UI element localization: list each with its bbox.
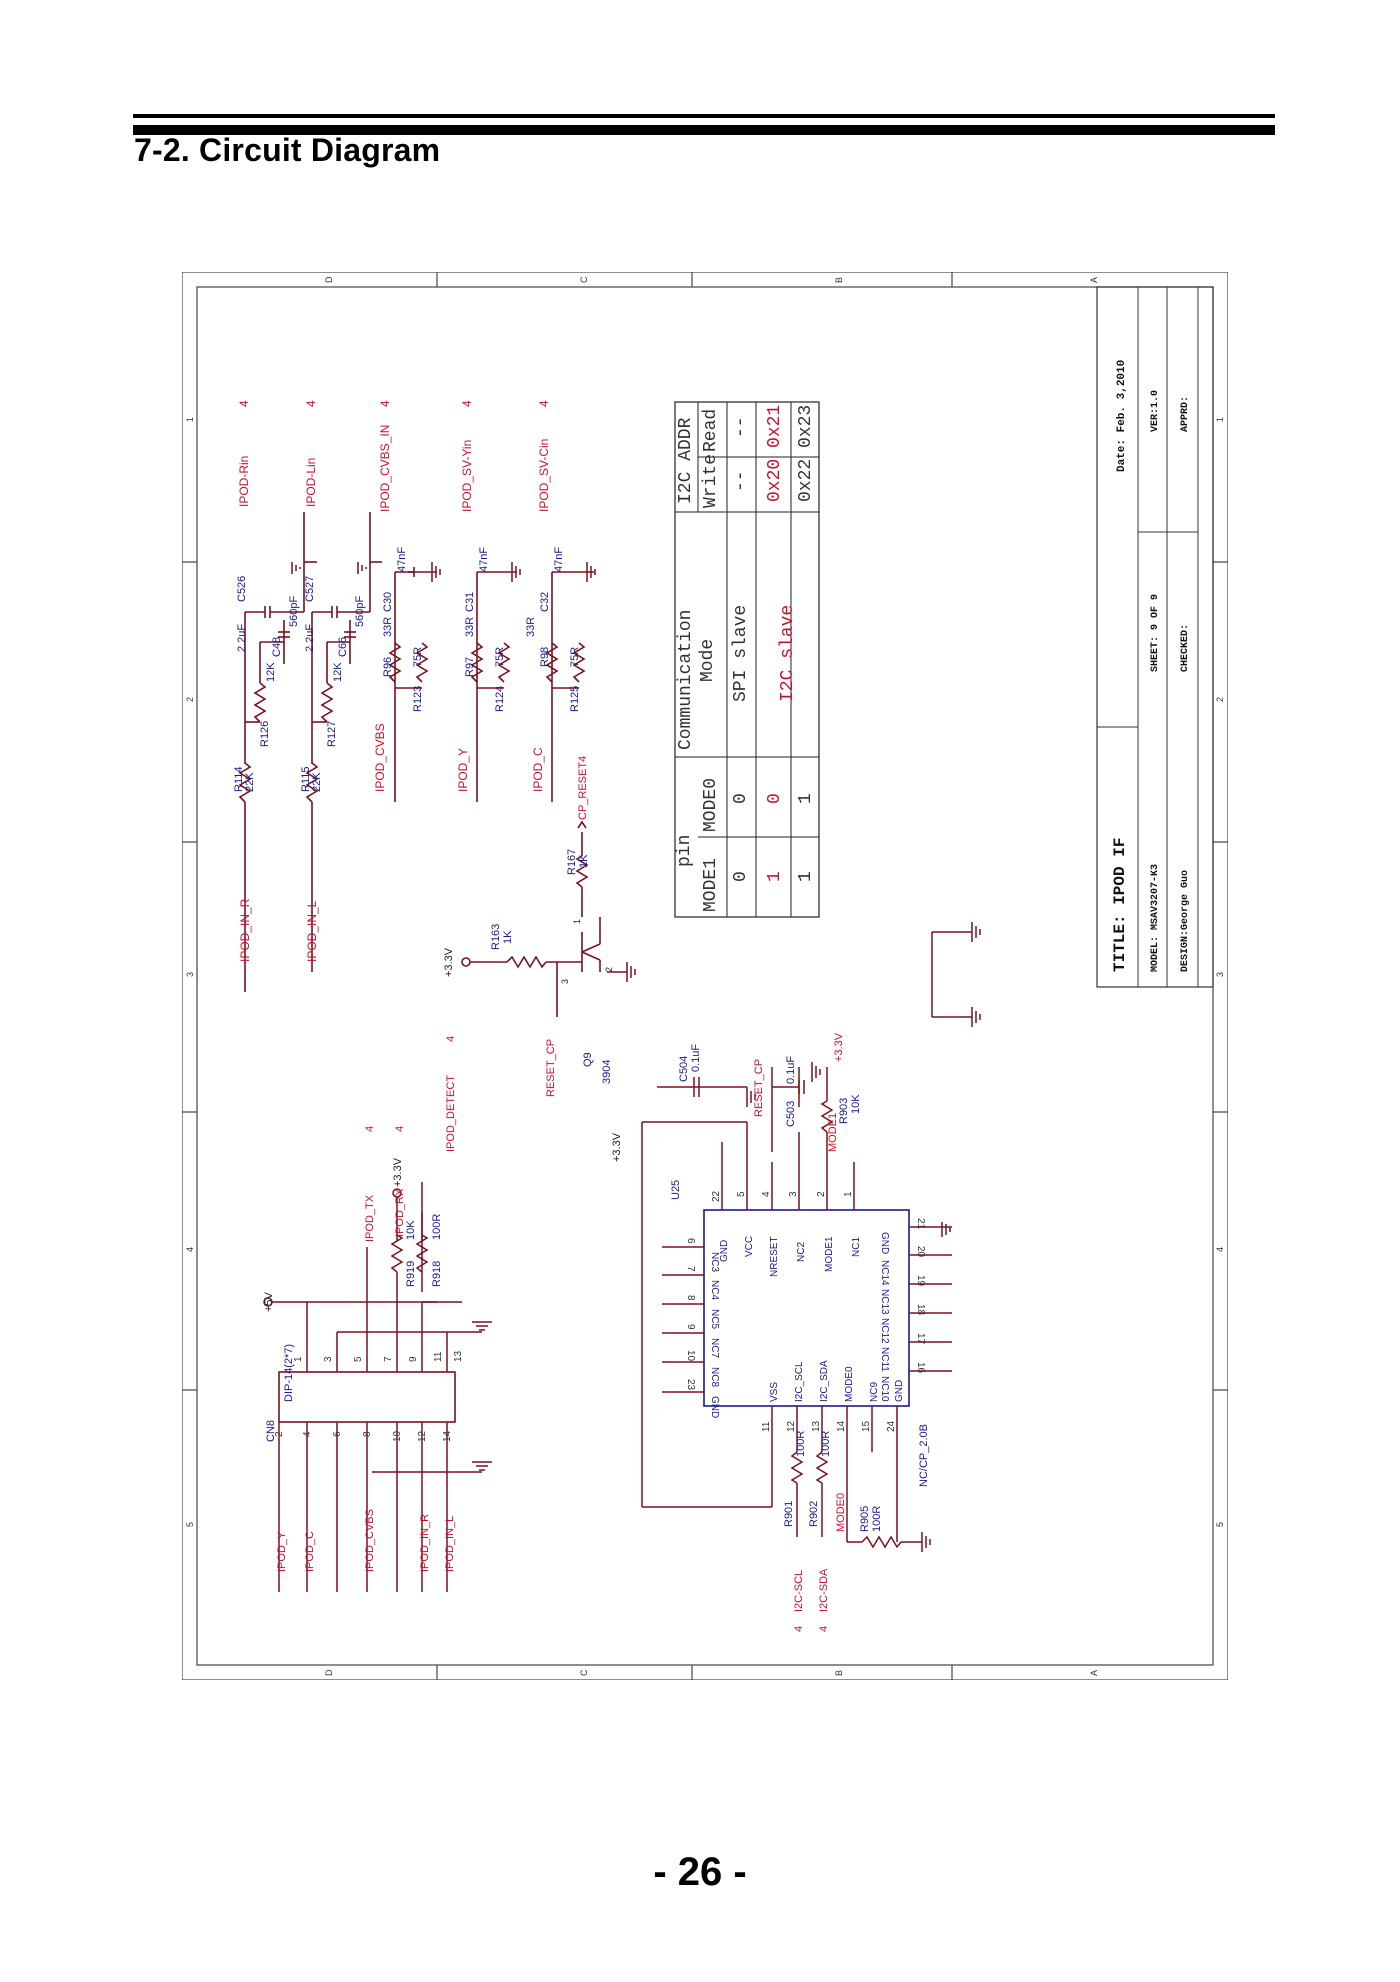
- zone-left-3: 3: [185, 971, 195, 977]
- label-c503-val: 0.1uF: [785, 1055, 797, 1084]
- cn8-ref: CN8: [265, 1419, 277, 1442]
- title-block-title: TITLE: IPOD IF: [1111, 837, 1129, 972]
- u25-pin-num-24: 24: [886, 1420, 897, 1432]
- u25-pin-num-15: 15: [861, 1420, 872, 1432]
- table-comm-header: Communication: [676, 609, 696, 750]
- label-r126-val: 12K: [265, 662, 277, 682]
- mode-table: [675, 402, 819, 917]
- u25-pin-num-19: 19: [915, 1275, 926, 1287]
- table-pin-header: pin: [675, 834, 695, 867]
- u25-pin-name-i2c-sda: I2C_SDA: [819, 1360, 830, 1402]
- label-c526-val: 2.2uF: [236, 623, 248, 652]
- heading-rule-thin: [133, 114, 1275, 118]
- title-block-apprd: APPRD:: [1180, 395, 1191, 432]
- u25-pin-name-nc9: NC9: [869, 1381, 880, 1402]
- cn8-net-in-l: IPOD_IN_L: [444, 1515, 456, 1572]
- u25-pin-num-2: 2: [816, 1191, 827, 1197]
- cn8-net-detect: IPOD_DETECT: [445, 1074, 457, 1152]
- label-r115: R115: [300, 766, 312, 792]
- u25-pin-name-gnd-23: GND: [709, 1396, 720, 1419]
- page-ref-svy: 4: [460, 400, 474, 407]
- label-r918-val: 100R: [431, 1213, 443, 1240]
- label-r902-val: 100R: [820, 1430, 832, 1457]
- connector-cn8: [263, 1036, 492, 1592]
- label-r123-val: 75R: [412, 646, 424, 667]
- label-r163-val: 1K: [502, 930, 514, 944]
- table-write-header: Write: [701, 453, 721, 508]
- zone-left-4: 4: [185, 1246, 195, 1252]
- net-ipod-c: IPOD_C: [531, 747, 545, 792]
- label-c31: C31: [464, 591, 476, 612]
- table-row2-write: 0x20: [765, 458, 785, 502]
- label-r919-val: 10K: [405, 1220, 417, 1240]
- net-ipod-rin: IPOD-Rin: [237, 455, 251, 507]
- zone-bottom-b: B: [834, 1669, 844, 1676]
- cn8-net-y: IPOD_Y: [276, 1531, 288, 1572]
- u25-net-mode0: MODE0: [835, 1492, 847, 1532]
- label-r124: R124: [494, 685, 506, 712]
- cn8-net-cvbs: IPOD_CVBS: [364, 1509, 376, 1572]
- label-r903-val: 10K: [850, 1094, 862, 1114]
- cn8-net-c: IPOD_C: [304, 1531, 316, 1572]
- label-c30-val: 47nF: [396, 546, 408, 572]
- net-ipod-in-l: IPOD_IN_L: [305, 900, 319, 962]
- u25-pin-num-9: 9: [685, 1324, 696, 1330]
- cn8-pin-11: 11: [433, 1351, 444, 1362]
- table-row2-mode0: 0: [765, 793, 785, 804]
- cn8-pin-8: 8: [362, 1431, 373, 1437]
- cn8-pin-5: 5: [353, 1356, 364, 1362]
- label-r115-val: 22K: [311, 772, 323, 792]
- title-block: [1097, 287, 1213, 987]
- u25-pin-num-1: 1: [843, 1191, 854, 1197]
- cn8-net-in-r: IPOD_IN_R: [419, 1513, 431, 1572]
- label-r125: R125: [569, 685, 581, 712]
- u25-pin-num-17: 17: [915, 1333, 926, 1345]
- title-block-design: DESIGN:George Guo: [1180, 869, 1191, 972]
- page-ref-detect: 4: [445, 1035, 457, 1042]
- u25-pin-num-14: 14: [836, 1420, 847, 1432]
- u25-pin-name-nc4: NC4: [709, 1280, 720, 1301]
- u25-pin-num-6: 6: [685, 1238, 696, 1244]
- page-ref-cp-reset: 4: [577, 755, 589, 762]
- label-r126: R126: [259, 720, 271, 747]
- label-r902: R902: [808, 1500, 820, 1527]
- label-c527: C527: [304, 575, 316, 602]
- u25-net-i2c-sda: I2C-SDA: [818, 1568, 830, 1612]
- label-q9: Q9: [582, 1052, 594, 1067]
- u25-pin-num-21: 21: [915, 1218, 926, 1230]
- title-block-ver: VER:1.0: [1150, 389, 1161, 432]
- label-reset-vcc: +3.3V: [443, 947, 455, 977]
- label-c32-val: 47nF: [553, 546, 565, 572]
- u25-pin-name-gnd-22: GND: [719, 1239, 730, 1262]
- page-ref-rx: 4: [394, 1125, 406, 1132]
- label-r127-val: 12K: [332, 662, 344, 682]
- u25-vcc: +3.3V: [611, 1132, 623, 1162]
- page-ref-sda: 4: [818, 1625, 830, 1632]
- label-r96: R96: [382, 656, 394, 677]
- cn8-pin-6: 6: [332, 1431, 343, 1437]
- cn8-part: DIP-14(2*7): [283, 1343, 295, 1402]
- net-ipod-lin: IPOD-Lin: [304, 457, 318, 507]
- label-r114: R114: [233, 766, 245, 792]
- u25-pin-name-vss: VSS: [769, 1381, 780, 1402]
- label-c503: C503: [785, 1100, 797, 1127]
- cn8-pin-10: 10: [392, 1430, 403, 1442]
- net-ipod-cvbs-in: IPOD_CVBS_IN: [378, 424, 392, 512]
- u25-pin-num-22: 22: [711, 1190, 722, 1202]
- u25-pin-num-7: 7: [685, 1266, 696, 1272]
- u25-pin-name-nc13: NC13: [879, 1289, 890, 1315]
- label-cp-reset: CP_RESET: [577, 761, 589, 820]
- zone-bottom-a: A: [1089, 1669, 1099, 1676]
- label-r114-val: 22K: [244, 772, 256, 792]
- schematic-sheet: [182, 272, 1228, 1680]
- u25-body: [704, 1210, 909, 1406]
- cn8-pin-12: 12: [417, 1430, 428, 1442]
- cn8-pin-13: 13: [453, 1350, 464, 1362]
- label-r125-val: 75R: [569, 646, 581, 667]
- u25-pin-name-nc1: NC1: [851, 1236, 862, 1257]
- u25-pin-name-nc11: NC11: [879, 1347, 890, 1372]
- page-ref-svc: 4: [537, 400, 551, 407]
- reset-circuit: [443, 756, 635, 1097]
- u25-pin-num-16: 16: [915, 1362, 926, 1374]
- page-ref-scl: 4: [793, 1625, 805, 1632]
- zone-top-c: C: [579, 276, 589, 283]
- label-r167-val: 1K: [578, 854, 590, 868]
- label-r163: R163: [490, 923, 502, 950]
- cn8-pin-1: 1: [293, 1356, 304, 1362]
- label-r98: R98: [539, 646, 551, 667]
- label-c66: C66: [337, 636, 349, 657]
- label-r919: R919: [405, 1260, 417, 1287]
- table-row1-read: --: [731, 416, 751, 438]
- label-r96-val: 33R: [382, 616, 394, 637]
- u25-pin-name-nc3: NC3: [709, 1252, 720, 1273]
- label-c48: C48: [271, 636, 283, 657]
- table-row1-mode1: 0: [731, 871, 751, 882]
- av-ground-symbols: [292, 562, 595, 582]
- label-c504: C504: [678, 1055, 690, 1082]
- cn8-pin-9: 9: [408, 1356, 419, 1362]
- net-ipod-cvbs: IPOD_CVBS: [373, 723, 387, 792]
- table-row3-read: 0x23: [796, 404, 816, 448]
- u25-pin-num-8: 8: [685, 1295, 696, 1301]
- table-row2-comm: I2C slave: [778, 604, 798, 702]
- cp-chip-u25: [611, 1032, 952, 1632]
- u25-pin-num-18: 18: [915, 1304, 926, 1316]
- u25-pin-num-4: 4: [761, 1191, 772, 1197]
- label-c526: C526: [236, 575, 248, 602]
- label-c66-val: 560pF: [354, 595, 366, 627]
- u25-pin-name-i2c-scl: I2C_SCL: [794, 1361, 805, 1402]
- u25-pin-name-nreset: NRESET: [769, 1236, 780, 1277]
- zone-bottom-d: D: [324, 1669, 334, 1676]
- table-row3-mode1: 1: [796, 871, 816, 882]
- net-ipod-sv-cin: IPOD_SV-Cin: [537, 438, 551, 512]
- cn8-pin-14: 14: [442, 1430, 453, 1442]
- cn8-net-tx: IPOD_TX: [364, 1194, 376, 1242]
- u25-pin-name-nc2: NC2: [796, 1241, 807, 1262]
- zone-left-2: 2: [185, 696, 195, 702]
- cn8-body: [279, 1372, 455, 1422]
- label-q9-part: 3904: [601, 1059, 613, 1084]
- table-row1-write: --: [731, 470, 751, 492]
- title-block-checked: CHECKED:: [1180, 623, 1191, 672]
- q9-pin-2: 2: [604, 966, 614, 972]
- u25-net-i2c-scl: I2C-SCL: [793, 1569, 805, 1612]
- u25-pin-num-3: 3: [788, 1191, 799, 1197]
- label-r901-val: 100R: [795, 1430, 807, 1457]
- label-r127: R127: [326, 720, 338, 747]
- u25-pin-num-12: 12: [786, 1420, 797, 1432]
- label-r98-val: 33R: [525, 616, 537, 637]
- u25-pin-name-nc14: NC14: [879, 1260, 890, 1286]
- cn8-pin-7: 7: [383, 1356, 394, 1362]
- title-block-model: MODEL: MSAV3207-K3: [1150, 863, 1161, 972]
- zone-left-5: 5: [185, 1521, 195, 1527]
- table-row2-read: 0x21: [765, 404, 785, 448]
- u25-pin-name-nc10: NC10: [879, 1376, 890, 1402]
- table-row3-mode0: 1: [796, 793, 816, 804]
- u25-pin-name-gnd-21: GND: [879, 1232, 890, 1255]
- u25-pin-num-5: 5: [736, 1191, 747, 1197]
- q9-pin-3: 3: [560, 978, 570, 984]
- cn8-pin-2: 2: [274, 1431, 285, 1437]
- zone-right-1: 1: [1215, 416, 1225, 422]
- table-row1-mode0: 0: [731, 793, 751, 804]
- zone-right-5: 5: [1215, 1521, 1225, 1527]
- u25-pin-num-20: 20: [915, 1246, 926, 1258]
- u25-pin-num-13: 13: [811, 1420, 822, 1432]
- title-block-sheet: SHEET: 9 OF 9: [1150, 593, 1161, 672]
- label-c32: C32: [539, 591, 551, 612]
- net-ipod-sv-yin: IPOD_SV-Yin: [460, 439, 474, 512]
- page-heading: 7-2. Circuit Diagram: [134, 132, 441, 168]
- cn8-pin-3: 3: [323, 1356, 334, 1362]
- page-ref-cvbs: 4: [378, 400, 392, 407]
- zone-top-d: D: [324, 276, 334, 283]
- label-c527-val: 2.2uF: [304, 623, 316, 652]
- page-number: - 26 -: [653, 1850, 747, 1894]
- net-ipod-y: IPOD_Y: [456, 747, 470, 792]
- label-r905-val: 100R: [871, 1505, 883, 1532]
- q9-pin-1: 1: [572, 918, 582, 924]
- label-c504-val: 0.1uF: [690, 1043, 702, 1072]
- label-reset-cp-net: RESET_CP: [545, 1038, 557, 1097]
- page-ref-rin: 4: [237, 400, 251, 407]
- label-r97-val: 33R: [464, 616, 476, 637]
- table-row2-mode1: 1: [765, 871, 785, 882]
- label-c30: C30: [382, 591, 394, 612]
- table-row3-write: 0x22: [796, 458, 816, 502]
- u25-pin-name-nc8: NC8: [709, 1367, 720, 1388]
- net-ipod-in-r: IPOD_IN_R: [238, 898, 252, 962]
- label-r905: R905: [859, 1505, 871, 1532]
- table-read-header: Read: [701, 408, 721, 452]
- label-c31-val: 47nF: [478, 546, 490, 572]
- zone-left-1: 1: [185, 416, 195, 422]
- table-mode0-header: MODE0: [701, 777, 721, 832]
- u25-pin-name-nc7: NC7: [709, 1338, 720, 1359]
- label-r97: R97: [464, 656, 476, 677]
- table-i2c-header: I2C ADDR: [676, 417, 696, 504]
- title-block-date: Date: Feb. 3,2010: [1116, 359, 1128, 472]
- zone-bottom-c: C: [579, 1669, 589, 1676]
- cn8-vcc: +5V: [263, 1292, 275, 1312]
- cn8-pullup-vcc: +3.3V: [392, 1157, 404, 1187]
- zone-right-4: 4: [1215, 1246, 1225, 1252]
- cn8-net-rx: IPOD_RX: [394, 1188, 406, 1237]
- u25-pin-num-10: 10: [685, 1350, 696, 1362]
- zone-top-a: A: [1089, 276, 1099, 283]
- label-c48-val: 560pF: [288, 595, 300, 627]
- table-row1-comm: SPI slave: [731, 604, 751, 702]
- u25-pin-name-vcc: VCC: [744, 1235, 755, 1257]
- label-r901: R901: [783, 1500, 795, 1527]
- table-comm-header-2: Mode: [698, 638, 718, 682]
- page-ref-lin: 4: [304, 400, 318, 407]
- label-r167: R167: [566, 848, 578, 875]
- table-mode1-header: MODE1: [701, 857, 721, 912]
- u25-pin-name-mode1: MODE1: [824, 1236, 835, 1272]
- u25-pin-num-23: 23: [685, 1379, 696, 1391]
- label-r124-val: 75R: [494, 646, 506, 667]
- label-r903: R903: [838, 1097, 850, 1124]
- u25-pin-name-nc5: NC5: [709, 1309, 720, 1330]
- u25-part: NC/CP_2.0B: [918, 1424, 930, 1487]
- zone-top-b: B: [834, 276, 844, 283]
- label-r918: R918: [431, 1260, 443, 1287]
- cn8-pin-4: 4: [302, 1431, 313, 1437]
- page-ref-tx: 4: [364, 1125, 376, 1132]
- label-r123: R123: [412, 685, 424, 712]
- u25-pullup-vcc: +3.3V: [833, 1032, 845, 1062]
- zone-right-2: 2: [1215, 696, 1225, 702]
- u25-net-mode1: MODE1: [827, 1112, 839, 1152]
- u25-net-reset-cp: RESET_CP: [753, 1058, 765, 1117]
- zone-right-3: 3: [1215, 971, 1225, 977]
- u25-pin-num-11: 11: [761, 1421, 772, 1432]
- u25-pin-name-gnd-24: GND: [894, 1379, 905, 1402]
- av-labels: [233, 400, 581, 962]
- u25-pin-name-mode0: MODE0: [844, 1366, 855, 1402]
- u25-pin-name-nc12: NC12: [879, 1318, 890, 1344]
- u25-ref: U25: [670, 1179, 682, 1200]
- aux-ground-bracket: [932, 922, 980, 1027]
